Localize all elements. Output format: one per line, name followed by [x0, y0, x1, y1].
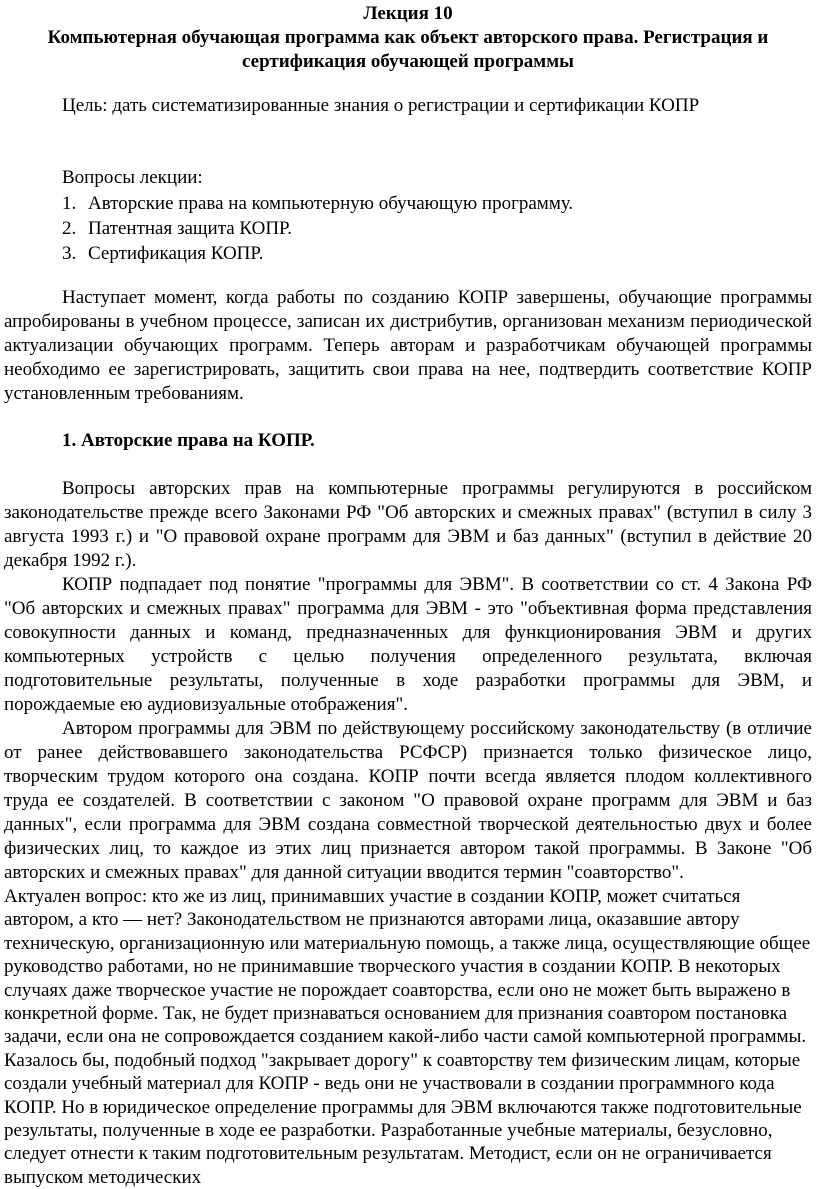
section-1-heading: 1. Авторские права на КОПР. [62, 430, 315, 451]
question-item [4, 242, 812, 266]
lecture-title-line-1: Компьютерная обучающая программа как объект авторского права. Регистрация и [47, 27, 769, 48]
question-number: 2. [62, 218, 77, 239]
section-1-paragraph-4: Актуален вопрос: кто же из лиц, принимавших участие в создании КОПР, может считаться автором, а кто — нет? Законодательством не признаются авторами лица, оказавшие автору техническую, организационную или материальную помощь, а также лица, осуществляющие общее руководство работами, но не принимавшие творческого участия в создании КОПР. В некоторых случаях даже творческое участие не порождает соавторства, если оно не может быть выражено в конкретной форме. Так, не будет признаваться основанием для признания соавтором постановка задачи, если она не сопровождается созданием какой-либо части самой компьютерной программы. Казалось бы, подобный подход "закрывает дорогу" к соавторству тем физическим лицам, которые создали учебный материал для КОПР - ведь они не участвовали в создании программного кода КОПР. Но в юридическое определение программы для ЭВМ включаются также подготовительные результаты, полученные в ходе ее разработки. Разработанные учебные материалы, безусловно, следует отнести к таким подготовительным результатам. Методист, если он не ограничивается выпуском методических [4, 886, 811, 1188]
section-1-paragraph-3: Автором программы для ЭВМ по действующему российскому законодательству (в отличие от ранее действовавшего законодательства РСФСР) признается только физическое лицо, творческим трудом которого она создана. КОПР почти всегда является плодом коллективного труда ее создателей. В соответствии с законом "О правовой охране программ для ЭВМ и баз данных", если программа для ЭВМ создана совместной творческой деятельностью двух и более физических лиц, то каждое из этих лиц признается автором такой программы. В Законе "Об авторских и смежных правах" для данной ситуации вводится термин "соавторство". [4, 718, 812, 883]
section-1-paragraph-2: КОПР подпадает под понятие "программы для ЭВМ". В соответствии со ст. 4 Закона РФ "Об авторских и смежных правах" программа для ЭВМ - это "объективная форма представления совокупности данных и команд, предназначенных для функционирования ЭВМ и других компьютерных устройств с целью получения определенного результата, включая подготовительные результаты, полученные в ходе разработки программы для ЭВМ, и порождаемые ею аудиовизуальные отображения". [4, 574, 812, 715]
question-text: Сертификация КОПР. [88, 243, 264, 264]
lecture-goal: Цель: дать систематизированные знания о регистрации и сертификации КОПР [62, 95, 700, 116]
question-text: Авторские права на компьютерную обучающую программу. [88, 193, 574, 214]
section-1-paragraph-1: Вопросы авторских прав на компьютерные программы регулируются в российском законодательстве прежде всего Законами РФ "Об авторских и смежных правах" (вступил в силу 3 августа 1993 г.) и "О правовой охране программ для ЭВМ и баз данных" (вступил в действие 20 декабря 1992 г.). [4, 478, 812, 571]
questions-heading: Вопросы лекции: [62, 167, 203, 188]
question-text: Патентная защита КОПР. [88, 218, 292, 239]
lecture-number: Лекция 10 [363, 3, 453, 24]
question-number: 3. [62, 243, 77, 264]
question-item [4, 192, 812, 216]
lecture-title-line-2: сертификация обучающей программы [242, 51, 574, 72]
questions-list [4, 192, 812, 266]
question-number: 1. [62, 193, 77, 214]
question-item [4, 217, 812, 241]
intro-paragraph: Наступает момент, когда работы по созданию КОПР завершены, обучающие программы апробированы в учебном процессе, записан их дистрибутив, организован механизм периодической актуализации обучающих программ. Теперь авторам и разработчикам обучающей программы необходимо ее зарегистрировать, защитить свои права на нее, подтвердить соответствие КОПР установленным требованиям. [4, 287, 812, 404]
